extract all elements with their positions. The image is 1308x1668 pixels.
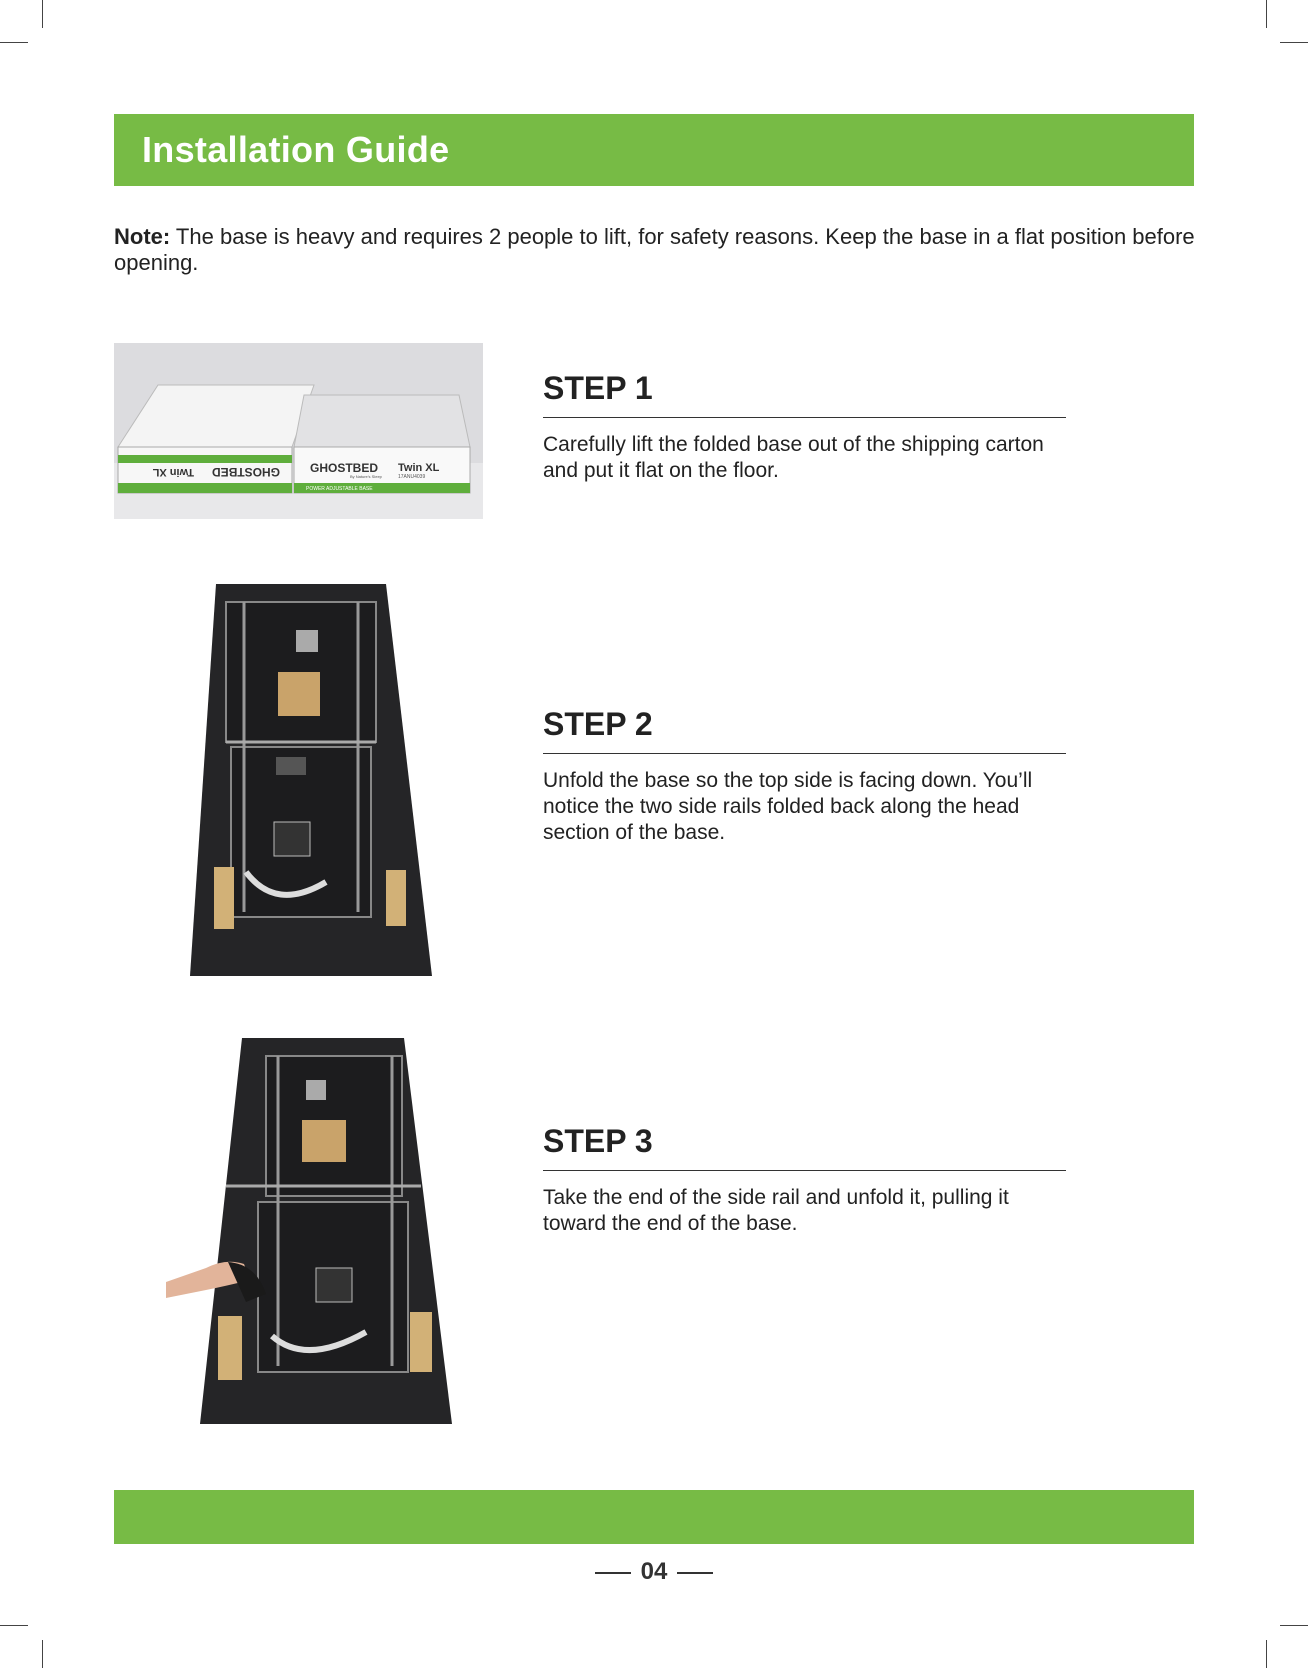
crop-mark: [1266, 0, 1267, 28]
step-2: [543, 706, 1066, 846]
carton-brand-sub: By Nature's Sleep: [350, 474, 382, 479]
step2-photo: [186, 582, 432, 982]
carton-size-mirrored: Twin XL: [152, 466, 194, 478]
step-1-text: Carefully lift the folded base out of the shipping carton and put it flat on the floor.: [543, 433, 1044, 482]
step3-photo: [166, 1036, 456, 1428]
page-title: Installation Guide: [142, 129, 450, 170]
crop-mark: [1280, 1625, 1308, 1626]
crop-mark: [1266, 1640, 1267, 1668]
page-number-dash: [595, 1572, 631, 1574]
carton-brand-mirrored: GHOSTBED: [211, 465, 280, 479]
safety-note: [114, 224, 1204, 276]
carton-brand: GHOSTBED: [310, 461, 379, 475]
carton-size: Twin XL: [398, 462, 440, 474]
step-3-text: Take the end of the side rail and unfold it, pulling it toward the end of the base.: [543, 1186, 1009, 1235]
step1-photo: [114, 343, 483, 519]
page-number-dash: [677, 1572, 713, 1574]
carton-code: 17ANU4039: [398, 474, 426, 480]
note-label: Note:: [114, 224, 171, 249]
page-number: [0, 1558, 1308, 1586]
step-2-title: STEP 2: [543, 706, 1066, 754]
crop-mark: [0, 1625, 28, 1626]
header-bar: [114, 114, 1194, 186]
step-3-title: STEP 3: [543, 1123, 1066, 1171]
crop-mark: [42, 1640, 43, 1668]
crop-mark: [1280, 42, 1308, 43]
step-2-text: Unfold the base so the top side is facing down. You’ll notice the two side rails folded back along the head section of the base.: [543, 769, 1033, 844]
step-3: [543, 1123, 1066, 1237]
footer-bar: [114, 1490, 1194, 1544]
crop-mark: [42, 0, 43, 28]
note-text: The base is heavy and requires 2 people to lift, for safety reasons. Keep the base in a flat position before opening.: [114, 224, 1195, 275]
carton-product: POWER ADJUSTABLE BASE: [306, 486, 373, 492]
step-1-title: STEP 1: [543, 370, 1066, 418]
step-1: [543, 370, 1066, 484]
page-number-value: 04: [640, 1558, 668, 1585]
crop-mark: [0, 42, 28, 43]
